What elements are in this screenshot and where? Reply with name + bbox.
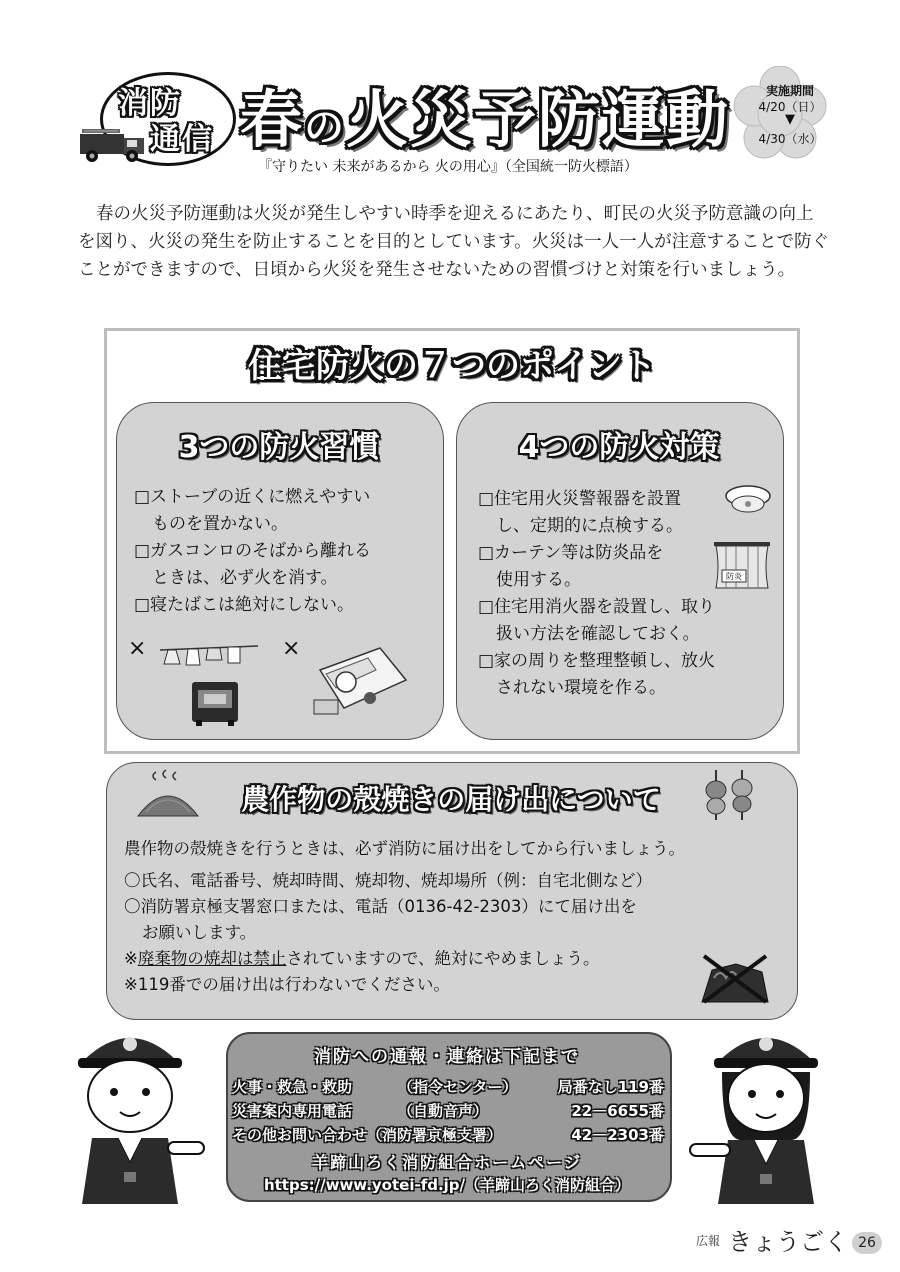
habits-title: 3つの防火習慣 bbox=[178, 430, 380, 465]
habit-item-2-cont: ときは、必ず火を消す。 bbox=[152, 568, 338, 588]
badge-text-line1: 消防 bbox=[118, 86, 182, 121]
measure-item-1: □住宅用火災警報器を設置 bbox=[478, 489, 682, 509]
measure-item-4-cont: されない環境を作る。 bbox=[496, 678, 666, 698]
firefighter-girl-icon bbox=[686, 1022, 822, 1210]
waste-burning-ban: 廃棄物の焼却は禁止 bbox=[137, 949, 287, 968]
burning-line-4: お願いします。 bbox=[142, 923, 257, 942]
measure-item-3: □住宅用消火器を設置し、取り bbox=[478, 597, 716, 617]
habit-item-1-cont: ものを置かない。 bbox=[152, 514, 288, 534]
contact-row-2-label: 災害案内専用電話 bbox=[232, 1102, 353, 1120]
measure-item-3-cont: 扱い方法を確認しておく。 bbox=[496, 624, 700, 644]
no-waste-burning-icon bbox=[696, 950, 774, 1008]
burning-line-6: ※119番での届け出は行わないでください。 bbox=[124, 975, 450, 994]
period-start: 4/20（日） bbox=[758, 100, 822, 114]
homepage-title: 羊蹄山ろく消防組合ホームページ bbox=[312, 1153, 582, 1172]
burning-line-2: 〇氏名、電話番号、焼却時間、焼却物、焼却場所（例：自宅北側など） bbox=[124, 871, 652, 890]
curtain-icon bbox=[712, 540, 772, 592]
main-title: 春の火災予防運動 bbox=[240, 83, 731, 156]
habit-item-2: □ガスコンロのそばから離れる bbox=[134, 541, 372, 561]
page-number: 26 bbox=[852, 1232, 882, 1254]
contact-title: 消防への通報・連絡は下記まで bbox=[314, 1047, 580, 1067]
badge-text-line2: 通信 bbox=[150, 122, 214, 157]
points-title: 住宅防火の７つのポイント bbox=[248, 346, 656, 386]
burning-title: 農作物の殻焼きの届け出について bbox=[241, 783, 661, 816]
measure-item-2-cont: 使用する。 bbox=[496, 570, 581, 590]
measure-item-1-cont: し、定期的に点検する。 bbox=[496, 516, 683, 536]
cross-mark-left: × bbox=[128, 636, 147, 661]
burning-line-1: 農作物の殻焼きを行うときは、必ず消防に届け出をしてから行いましょう。 bbox=[124, 839, 685, 858]
measures-title: 4つの防火対策 bbox=[518, 430, 720, 465]
burning-line-3: 〇消防署京極支署窓口または、電話（0136-42-2303）にて届け出を bbox=[124, 897, 637, 916]
period-end: 4/30（水） bbox=[758, 132, 822, 146]
burning-line-5: ※廃棄物の焼却は禁止されていますので、絶対にやめましょう。 bbox=[124, 949, 600, 968]
publication-name: きょうごく bbox=[728, 1228, 848, 1256]
stove-laundry-icon bbox=[158, 640, 268, 728]
period-label: 実施期間 bbox=[765, 84, 814, 98]
intro-paragraph: 春の火災予防運動は火災が発生しやすい時季を迎えるにあたり、町民の火災予防意識の向上を図り、火災の発生を防止することを目的としています。火災は一人一人が注意することで防ぐことができますので、日頃から火災を発生させないための習慣づけと対策を行いましょう。 bbox=[78, 204, 830, 280]
footer-label: 広報 bbox=[696, 1234, 721, 1248]
contact-row-2-number: 22－6655番 bbox=[571, 1102, 664, 1120]
period-arrow: ▼ bbox=[785, 112, 795, 127]
smoking-in-bed-icon bbox=[310, 640, 410, 720]
slogan: 『守りたい 未来があるから 火の用心』（全国統一防火標語） bbox=[258, 159, 638, 175]
contact-row-3-label: その他お問い合わせ（消防署京極支署） bbox=[232, 1126, 503, 1144]
cross-mark-right: × bbox=[282, 636, 301, 661]
measure-item-4: □家の周りを整理整頓し、放火 bbox=[478, 651, 716, 671]
contact-row-2-desc: （自動音声） bbox=[398, 1102, 489, 1120]
contact-row-3-number: 42－2303番 bbox=[571, 1126, 664, 1144]
firefighter-boy-icon bbox=[74, 1022, 210, 1210]
contact-row-1-number: 局番なし119番 bbox=[557, 1078, 664, 1096]
contact-row-1-desc: （指令センター） bbox=[398, 1078, 518, 1096]
habit-item-1: □ストーブの近くに燃えやすい bbox=[134, 487, 371, 507]
habit-item-3: □寝たばこは絶対にしない。 bbox=[134, 595, 355, 615]
measure-item-2: □カーテン等は防炎品を bbox=[478, 543, 664, 563]
grain-icon bbox=[696, 768, 760, 822]
homepage-url[interactable]: https://www.yotei-fd.jp/（羊蹄山ろく消防組合） bbox=[263, 1176, 631, 1194]
contact-row-1-label: 火事・救急・救助 bbox=[232, 1078, 353, 1096]
curtain-tag: 防炎 bbox=[726, 572, 742, 581]
smoke-alarm-icon bbox=[724, 482, 772, 518]
fire-truck-icon bbox=[78, 124, 148, 164]
